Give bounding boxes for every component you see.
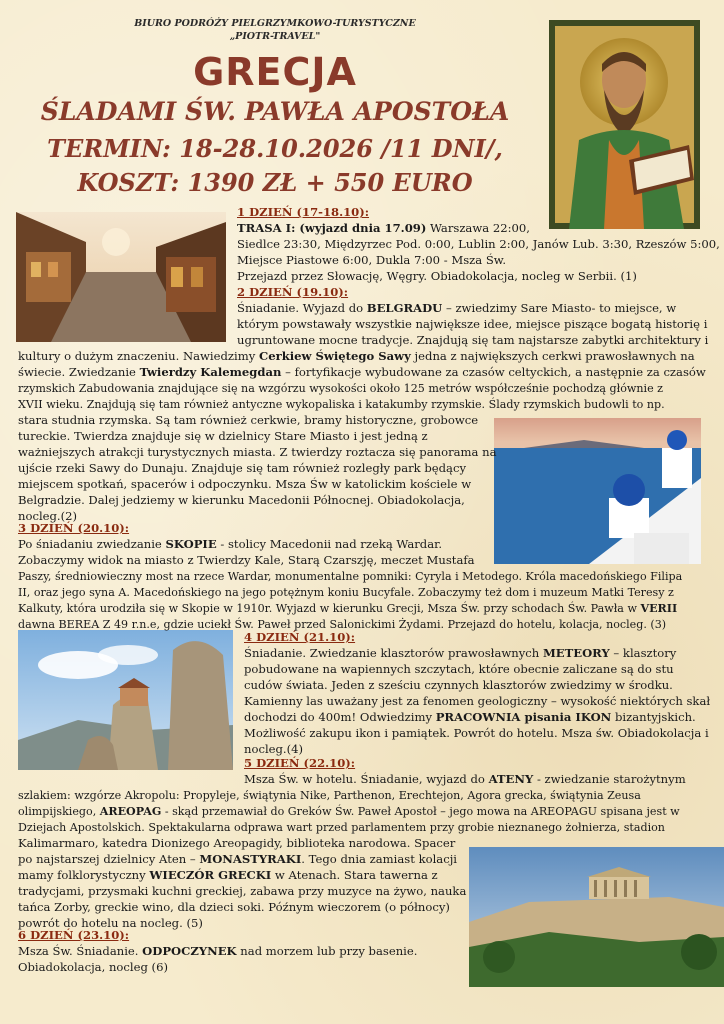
page-title: GRECJA xyxy=(193,50,357,94)
event-name: WIECZÓR GRECKI xyxy=(149,868,272,882)
day5-heading xyxy=(244,756,355,772)
day3-line xyxy=(18,537,442,553)
day6-title: 6 DZIEŃ (23.10): xyxy=(18,928,130,942)
day2-line: stara studnia rzymska. Są tam również cerkwie, bramy historyczne, grobowce xyxy=(18,413,479,427)
day5-line: Dziejach Apostolskich. Spektakularna odprawa wart przed parlamentem przy grobie nieznanego żołnierza, stadion xyxy=(18,821,665,834)
text-span: Śniadanie. Wyjazd do xyxy=(237,301,367,315)
place-name: SKOPIE xyxy=(165,537,217,551)
day2-line xyxy=(237,301,676,317)
day1-line: Przejazd przez Słowację, Węgry. Obiadokolacja, nocleg w Serbii. (1) xyxy=(237,269,637,283)
day2-heading xyxy=(237,285,348,301)
day3-line: II, oraz jego syna A. Macedońskiego na jego potężnym koniu Bucyfale. Zobaczymy też dom i muzeum Matki Teresy z xyxy=(18,586,674,599)
day6-heading xyxy=(18,928,129,944)
text-span: Po śniadaniu zwiedzanie xyxy=(18,537,166,551)
day5-line: Kalimarmaro, katedra Dionizego Areopagidy, biblioteka narodowa. Spacer xyxy=(18,836,456,850)
day2-line: którym powstawały wszystkie największe idee, miejsce piszące bogatą historię i xyxy=(237,317,708,331)
day4-line: Możliwość zakupu ikon i pamiątek. Powrót do hotelu. Msza św. Obiadokolacja i xyxy=(244,726,709,740)
day2-line: ważniejszych atrakcji turystycznych miasta. Z twierdzy roztacza się panorama na xyxy=(18,445,497,459)
place-name: AREOPAG xyxy=(99,805,162,818)
day4-line xyxy=(244,710,696,726)
day5-line: szlakiem: wzgórze Akropolu: Propyleje, świątynia Nike, Parthenon, Erechtejon, Agora grecka, świątynia Zeusa xyxy=(18,789,641,802)
day6-line xyxy=(18,944,417,960)
day2-line xyxy=(18,349,695,365)
text-span: - skąd przemawiał do Greków Św. Paweł Apostoł – jego mowa na AREOPAGU spisana jest w xyxy=(161,805,680,818)
day2-title: 2 DZIEŃ (19.10): xyxy=(237,285,349,299)
text-span: kultury o dużym znaczeniu. Nawiedzimy xyxy=(18,349,259,363)
trip-dates: TERMIN: 18-28.10.2026 /11 DNI/, xyxy=(47,134,503,163)
agency-name: „PIOTR-TRAVEL" xyxy=(229,31,321,42)
day2-line: ujście rzeki Sawy do Dunaju. Znajduje się tam również rozległy park będący xyxy=(18,461,467,475)
text-span: olimpijskiego, xyxy=(18,805,100,818)
day5-line: tańca Zorby, greckie wino, dla dzieci soki. Późnym wieczorem (o północy) xyxy=(18,900,450,914)
day2-line: nocleg.(2) xyxy=(18,509,78,523)
day1-heading xyxy=(237,205,369,221)
text-span: Msza Św. w hotelu. Śniadanie, wyjazd do xyxy=(244,772,489,786)
text-span: Kalkuty, która urodziła się w Skopie w 1910r. Wyjazd w kierunku Grecji, Msza Św. przy schodach Św. Pawła w xyxy=(18,602,641,615)
day5-line xyxy=(18,804,680,820)
day1-line: Miejsce Piastowe 6:00, Dukla 7:00 - Msza Św. xyxy=(237,253,507,267)
text-span: . Tego dnia zamiast kolacji xyxy=(301,852,457,866)
day6-line: Obiadokolacja, nocleg (6) xyxy=(18,960,168,974)
day4-heading xyxy=(244,630,355,646)
text-span: - zwiedzanie starożytnym xyxy=(533,772,686,786)
text-span: - stolicy Macedonii nad rzeką Wardar. xyxy=(216,537,443,551)
text-span: dochodzi do 400m! Odwiedzimy xyxy=(244,710,436,724)
day3-line: Paszy, średniowieczny most na rzece Wardar, monumentalne pomniki: Cyryla i Metodego. Króla macedońskiego Filipa xyxy=(18,570,683,583)
agency-line xyxy=(100,17,450,43)
page-subtitle: ŚLADAMI ŚW. PAWŁA APOSTOŁA xyxy=(40,97,510,126)
day1-line-text: Warszawa 22:00, xyxy=(426,221,530,235)
place-name: METEORY xyxy=(542,646,610,660)
belgrade-old-town-photo xyxy=(16,212,226,342)
day5-line xyxy=(244,772,686,788)
text-span: – fortyfikacje wybudowane za czasów celtyckich, a następnie za czasów xyxy=(281,365,706,379)
day3-line: dawna BEREA Z 49 r.n.e, gdzie uciekł Św. Paweł przed Salonickimi Żydami. Przejazd do hotelu, kolacja, nocleg. (3) xyxy=(18,618,667,631)
text-span: Śniadanie. Zwiedzanie klasztorów prawosławnych xyxy=(244,646,543,660)
text-span: jedna z największych cerkwi prawosławnych na xyxy=(410,349,695,363)
day4-line: pobudowane na wapiennych szczytach, które obecnie zaliczane są do stu xyxy=(244,662,674,676)
day3-line xyxy=(18,601,677,617)
meteora-monastery-photo xyxy=(18,630,233,770)
text-span: świecie. Zwiedzanie xyxy=(18,365,140,379)
day4-line: Kamienny las uważany jest za fenomen geologiczny – wysokość niektórych skał xyxy=(244,694,711,708)
activity-name: ODPOCZYNEK xyxy=(142,944,237,958)
place-name: PRACOWNIA pisania IKON xyxy=(435,710,612,724)
text-span: po najstarszej dzielnicy Aten – xyxy=(18,852,200,866)
day2-line: ugruntowane mocne tradycje. Znajdują się tam najstarsze zabytki architektury i xyxy=(237,333,709,347)
day3-heading xyxy=(18,521,129,537)
day4-line xyxy=(244,646,676,662)
day4-line: cudów świata. Jeden z sześciu czynnych klasztorów zwiedzimy w środku. xyxy=(244,678,673,692)
day5-title: 5 DZIEŃ (22.10): xyxy=(244,756,356,770)
place-name: Cerkiew Świętego Sawy xyxy=(258,349,411,363)
place-name: Twierdzy Kalemegdan xyxy=(139,365,282,379)
day5-line xyxy=(18,852,457,868)
day1-line xyxy=(237,221,530,237)
day5-line: tradycjami, przysmaki kuchni greckiej, zabawa przy muzyce na żywo, nauka xyxy=(18,884,467,898)
day2-line: XVII wieku. Znajdują się tam również antyczne wykopaliska i katakumby rzymskie. Ślady rzymskich budowli to np. xyxy=(18,398,665,411)
text-span: mamy folklorystyczny xyxy=(18,868,150,882)
day1-title: 1 DZIEŃ (17-18.10): xyxy=(237,205,370,219)
text-span: – zwiedzimy Sare Miasto- to miejsce, w xyxy=(442,301,677,315)
text-span: w Atenach. Stara tawerna z xyxy=(271,868,438,882)
day2-line: Belgradzie. Dalej jedziemy w kierunku Macedonii Północnej. Obiadokolacja, xyxy=(18,493,465,507)
text-span: bizantyjskich. xyxy=(611,710,696,724)
day3-title: 3 DZIEŃ (20.10): xyxy=(18,521,130,535)
day1-route: TRASA I: (wyjazd dnia 17.09) xyxy=(237,221,427,235)
text-span: – klasztory xyxy=(609,646,677,660)
day2-line: miejscem spotkań, spacerów i odpoczynku. Msza Św w katolickim kościele w xyxy=(18,477,472,491)
day2-line: rzymskich Zabudowania znajdujące się na wzgórzu wysokości około 125 metrów współcześnie pochodzą głównie z xyxy=(18,382,664,395)
place-name: VERII xyxy=(640,602,678,615)
day5-line xyxy=(18,868,438,884)
text-span: nad morzem lub przy basenie. xyxy=(236,944,418,958)
text-span: Msza Św. Śniadanie. xyxy=(18,944,143,958)
acropolis-photo xyxy=(469,847,724,987)
place-name: ATENY xyxy=(488,772,534,786)
saint-paul-icon-image xyxy=(549,20,700,229)
place-name: MONASTYRAKI xyxy=(199,852,302,866)
agency-type: BIURO PODRÓŻY PIELGRZYMKOWO-TURYSTYCZNE xyxy=(134,18,416,29)
day1-line: Siedlce 23:30, Międzyrzec Pod. 0:00, Lublin 2:00, Janów Lub. 3:30, Rzeszów 5:00, xyxy=(237,237,720,251)
day4-title: 4 DZIEŃ (21.10): xyxy=(244,630,356,644)
day2-line: tureckie. Twierdza znajduje się w dzielnicy Stare Miasto i jest jedną z xyxy=(18,429,428,443)
place-name: BELGRADU xyxy=(366,301,443,315)
day2-line xyxy=(18,365,706,381)
day3-line: Zobaczymy widok na miasto z Twierdzy Kale, Starą Czarszję, meczet Mustafa xyxy=(18,553,475,567)
day5-line: powrót do hotelu na nocleg. (5) xyxy=(18,916,203,930)
day4-line: nocleg.(4) xyxy=(244,742,304,756)
trip-price: KOSZT: 1390 ZŁ + 550 EURO xyxy=(77,168,473,197)
santorini-photo xyxy=(494,418,701,564)
